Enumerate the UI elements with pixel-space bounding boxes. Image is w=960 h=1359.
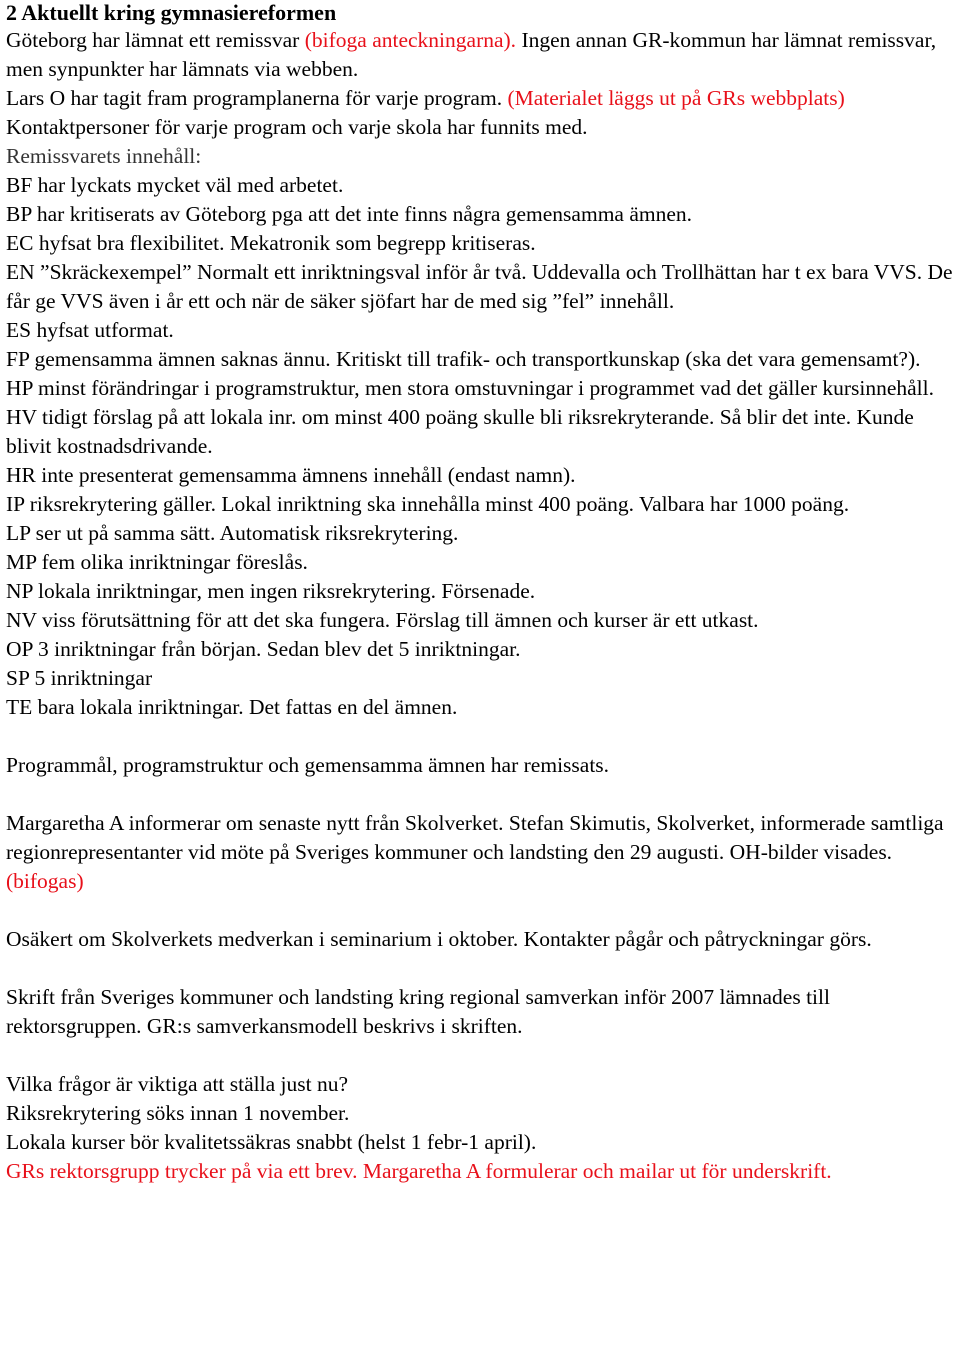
- intro-paragraph-1: [6, 26, 954, 84]
- remiss-line: EC hyfsat bra flexibilitet. Mekatronik som begrepp kritiseras.: [6, 231, 536, 255]
- remiss-line: HP minst förändringar i programstruktur, men stora omstuvningar i programmet vad det gäller kursinnehåll.: [6, 376, 935, 400]
- intro-paragraph-2: [6, 84, 954, 142]
- spacer: [6, 780, 954, 809]
- final-line: Riksrekrytering söks innan 1 november.: [6, 1101, 350, 1125]
- remiss-line: ES hyfsat utformat.: [6, 318, 174, 342]
- paragraph-text: Margaretha A informerar om senaste nytt från Skolverket. Stefan Skimutis, Skolverket, informerade samtliga regionrepresentanter vid möte på Sveriges kommuner och landsting den 29 augusti. OH-bilder visades.: [6, 811, 944, 864]
- remiss-title: Remissvarets innehåll:: [6, 144, 202, 168]
- remiss-line: IP riksrekrytering gäller. Lokal inriktning ska innehålla minst 400 poäng. Valbara har 1000 poäng.: [6, 492, 850, 516]
- remiss-line: SP 5 inriktningar: [6, 666, 153, 690]
- paragraph-programmal: Programmål, programstruktur och gemensamma ämnen har remissats.: [6, 753, 610, 777]
- remiss-line: EN ”Skräckexempel” Normalt ett inriktningsval inför år två. Uddevalla och Trollhättan har t ex bara VVS. De får ge VVS även i år ett och när de säker sjöfart har de med sig ”fel” innehåll.: [6, 260, 953, 313]
- paragraph-margaretha: [6, 809, 954, 896]
- spacer: [6, 1041, 954, 1070]
- intro-text: Göteborg har lämnat ett remissvar: [6, 28, 305, 52]
- spacer: [6, 896, 954, 925]
- remiss-line: TE bara lokala inriktningar. Det fattas en del ämnen.: [6, 695, 458, 719]
- section-heading: 2 Aktuellt kring gymnasiereformen: [6, 0, 337, 25]
- remiss-line: NV viss förutsättning för att det ska fungera. Förslag till ämnen och kurser är ett utkast.: [6, 608, 759, 632]
- final-line: Lokala kurser bör kvalitetssäkras snabbt (helst 1 febr-1 april).: [6, 1130, 537, 1154]
- red-note: (bifogas): [6, 869, 84, 893]
- red-note: (bifoga anteckningarna).: [304, 28, 517, 52]
- intro-text: Kontaktpersoner för varje program och varje skola har funnits med.: [6, 115, 588, 139]
- remiss-line: MP fem olika inriktningar föreslås.: [6, 550, 308, 574]
- spacer: [6, 954, 954, 983]
- final-red-note: GRs rektorsgrupp trycker på via ett brev. Margaretha A formulerar och mailar ut för underskrift.: [6, 1159, 832, 1183]
- final-line: Vilka frågor är viktiga att ställa just nu?: [6, 1072, 349, 1096]
- remiss-line: LP ser ut på samma sätt. Automatisk riksrekrytering.: [6, 521, 459, 545]
- remiss-line: BP har kritiserats av Göteborg pga att det inte finns några gemensamma ämnen.: [6, 202, 693, 226]
- intro-text: Ingen annan GR-kommun har lämnat remissvar, men synpunkter har lämnats via webben.: [6, 28, 937, 81]
- remiss-line: FP gemensamma ämnen saknas ännu. Kritiskt till trafik- och transportkunskap (ska det vara gemensamt?).: [6, 347, 921, 371]
- remiss-line: OP 3 inriktningar från början. Sedan blev det 5 inriktningar.: [6, 637, 521, 661]
- red-note: (Materialet läggs ut på GRs webbplats): [507, 86, 845, 110]
- remiss-line: HR inte presenterat gemensamma ämnens innehåll (endast namn).: [6, 463, 576, 487]
- remiss-line: NP lokala inriktningar, men ingen riksrekrytering. Försenade.: [6, 579, 536, 603]
- paragraph-osakert: Osäkert om Skolverkets medverkan i seminarium i oktober. Kontakter pågår och påtryckningar görs.: [6, 927, 872, 951]
- spacer: [6, 722, 954, 751]
- paragraph-skrift: Skrift från Sveriges kommuner och landsting kring regional samverkan inför 2007 lämnades till rektorsgruppen. GR:s samverkansmodell beskrivs i skriften.: [6, 985, 830, 1038]
- remiss-line: HV tidigt förslag på att lokala inr. om minst 400 poäng skulle bli riksrekryterande. Så blir det inte. Kunde blivit kostnadsdrivande.: [6, 405, 914, 458]
- intro-text: Lars O har tagit fram programplanerna för varje program.: [6, 86, 508, 110]
- remiss-line: BF har lyckats mycket väl med arbetet.: [6, 173, 344, 197]
